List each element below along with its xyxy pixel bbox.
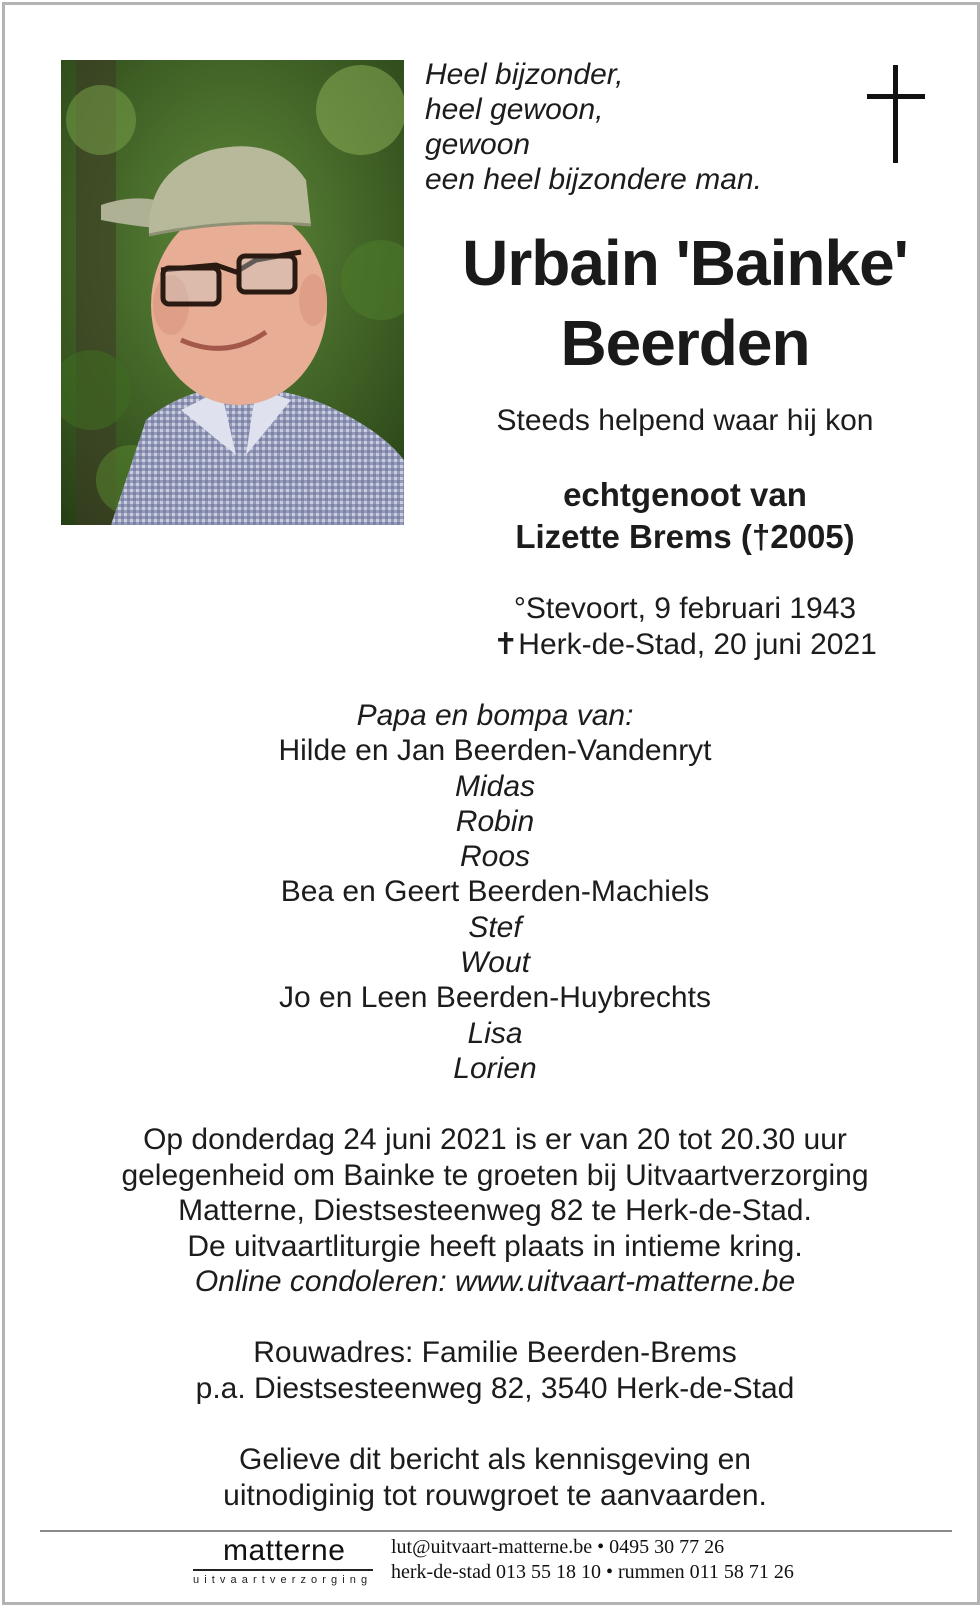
online-condolence-link[interactable]: Online condoleren: www.uitvaart-matterne.be — [194, 1265, 796, 1298]
spouse-line1: echtgenoot van — [563, 476, 807, 513]
family-heading: Papa en bompa van: — [356, 699, 634, 732]
poem-line: een heel bijzondere man. — [425, 163, 762, 196]
family-line: Lisa — [467, 1016, 523, 1050]
info-line: gelegenheid om Bainke te groeten bij Uitvaartverzorging — [121, 1158, 869, 1192]
footer-divider — [40, 1530, 952, 1532]
address-line: Rouwadres: Familie Beerden-Brems — [253, 1336, 737, 1369]
tagline: Steeds helpend waar hij kon — [496, 404, 874, 437]
life-dates — [425, 591, 945, 663]
info-line: Op donderdag 24 juni 2021 is er van 20 tot 20.30 uur — [143, 1123, 847, 1156]
deceased-name — [425, 223, 945, 383]
brand-subtitle: uitvaartverzorging — [193, 1574, 373, 1586]
death-date: ✝Herk-de-Stad, 20 juni 2021 — [493, 628, 877, 661]
poem — [425, 57, 762, 197]
poem-line: heel gewoon, — [425, 93, 604, 126]
spouse-info — [425, 474, 945, 558]
obituary-card — [2, 2, 980, 1605]
mourning-address — [5, 1335, 980, 1406]
poem-line: Heel bijzonder, — [425, 58, 624, 91]
notice-text — [5, 1442, 980, 1513]
family-list — [5, 698, 980, 1086]
info-line: Matterne, Diestsesteenweg 82 te Herk-de-Stad. — [178, 1194, 812, 1227]
notice-line: uitnodiginig tot rouwgroet te aanvaarden. — [223, 1478, 767, 1512]
birth-date: °Stevoort, 9 februari 1943 — [513, 592, 857, 625]
cross-icon — [867, 65, 925, 163]
family-line: Hilde en Jan Beerden-Vandenryt — [278, 734, 712, 768]
deceased-name-line1: Urbain 'Bainke' — [462, 227, 908, 299]
family-line: Wout — [459, 946, 531, 980]
family-line: Jo en Leen Beerden-Huybrechts — [279, 981, 711, 1015]
portrait-photo — [61, 60, 404, 525]
visitation-info — [5, 1122, 980, 1300]
contact-info — [391, 1535, 794, 1585]
family-line: Stef — [468, 910, 522, 944]
contact-line: herk-de-stad 013 55 18 10 • rummen 011 58 71 26 — [391, 1561, 794, 1583]
poem-line: gewoon — [425, 128, 531, 161]
spouse-line2: Lizette Brems (†2005) — [515, 518, 855, 555]
family-line: Bea en Geert Beerden-Machiels — [280, 875, 710, 909]
family-line: Roos — [459, 840, 531, 874]
family-line: Midas — [454, 769, 536, 803]
deceased-name-line2: Beerden — [560, 307, 810, 379]
family-line: Lorien — [453, 1051, 537, 1085]
matterne-logo — [193, 1533, 373, 1593]
brand-name: matterne — [223, 1534, 346, 1567]
family-line: Robin — [455, 804, 535, 838]
notice-line: Gelieve dit bericht als kennisgeving en — [239, 1443, 751, 1476]
address-line: p.a. Diestsesteenweg 82, 3540 Herk-de-Stad — [195, 1371, 795, 1405]
info-line: De uitvaartliturgie heeft plaats in intieme kring. — [187, 1229, 803, 1263]
contact-line[interactable]: lut@uitvaart-matterne.be • 0495 30 77 26 — [391, 1536, 725, 1558]
